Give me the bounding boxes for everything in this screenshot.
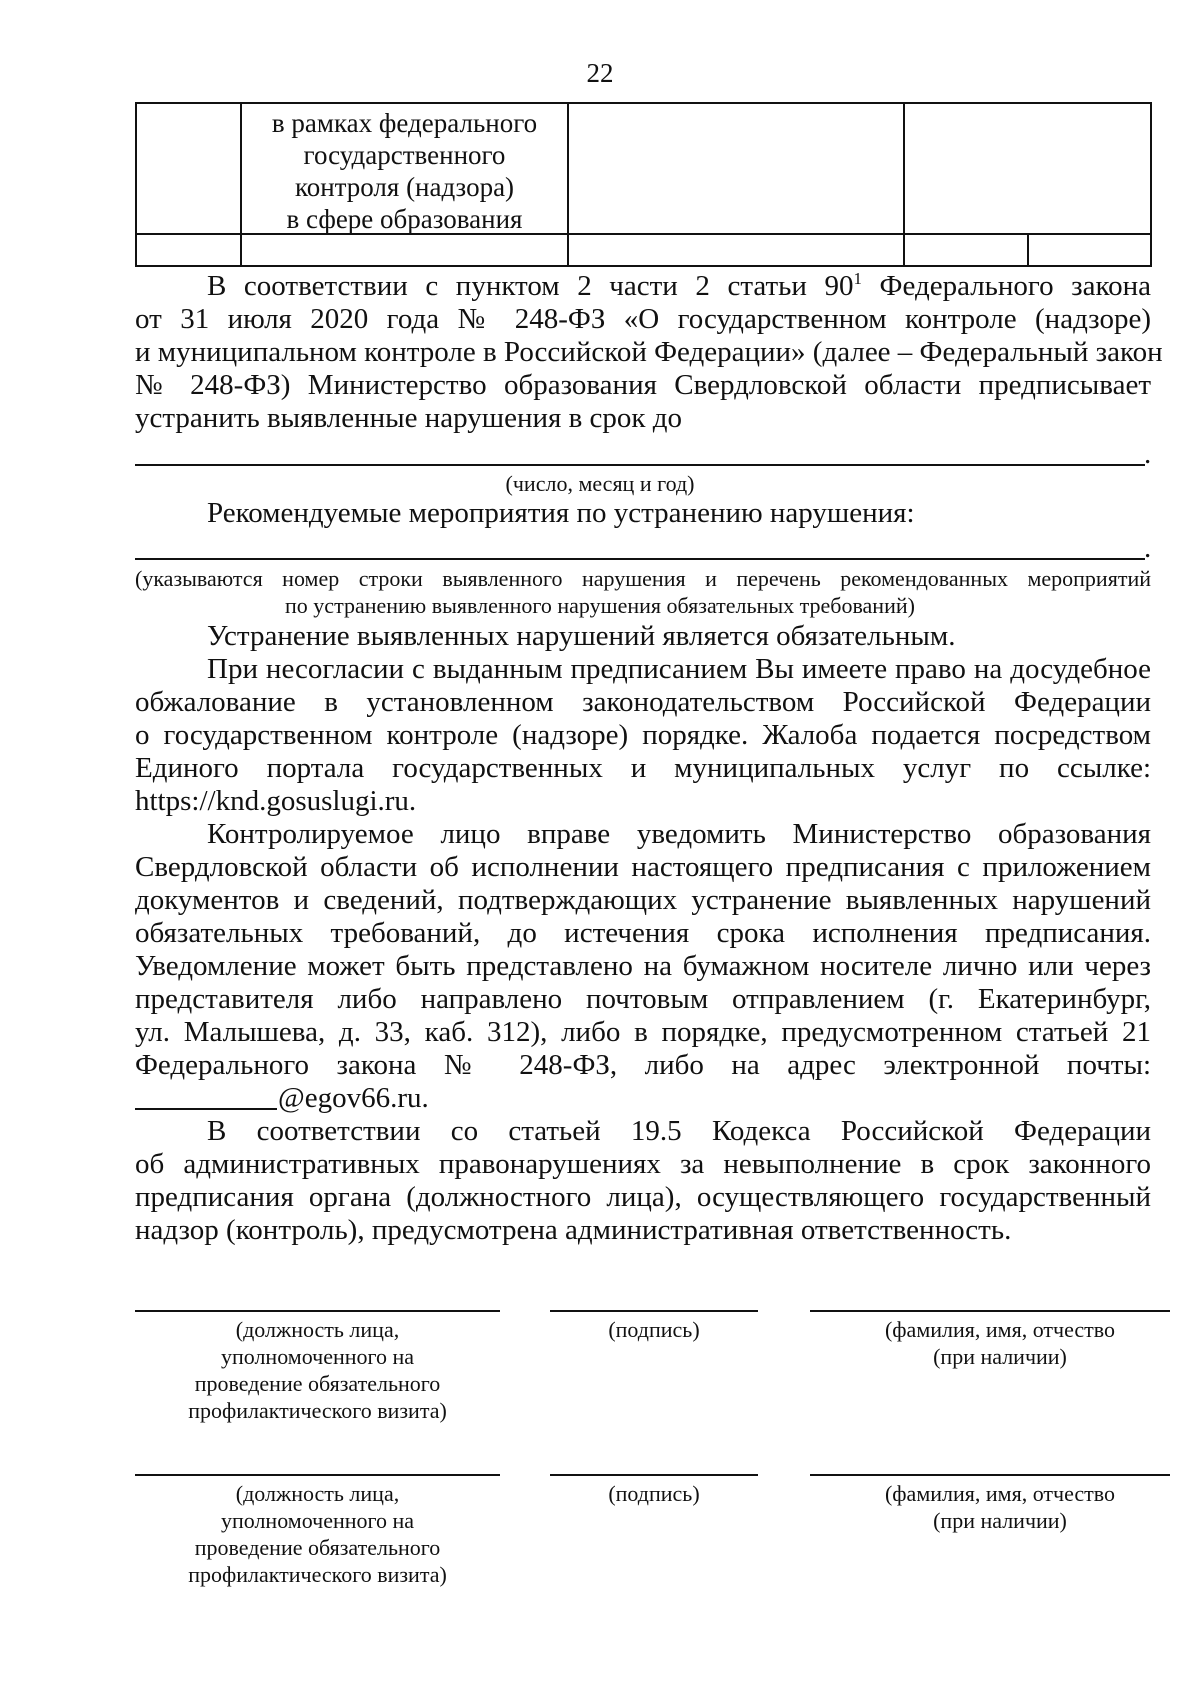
paragraph-line: В соответствии с пунктом 2 части 2 статьи $90^1$ Федерального закона [207,269,1151,302]
paragraph-line: обжалование в установленном законодательством Российской Федерации [135,686,1151,718]
position-line [135,1310,500,1312]
recommended-caption-line: (указываются номер строки выявленного нарушения и перечень рекомендованных мероприятий [135,566,1151,591]
paragraph-line: от 31 июля 2020 года № 248-ФЗ «О государственном контроле (надзоре) [135,303,1151,335]
paragraph-line: При несогласии с выданным предписанием Вы имеете право на досудебное [207,653,1151,685]
deadline-period: . [1144,438,1152,470]
name-caption: (фамилия, имя, отчество (при наличии) [884,1481,1116,1533]
paragraph-line: В соответствии со статьей 19.5 Кодекса Российской Федерации [207,1115,1151,1147]
table-cell-line: государственного [303,140,506,170]
paragraph-line: № 248-ФЗ) Министерство образования Свердловской области предписывает [135,369,1151,401]
table-cell-line: контроля (надзора) [294,172,515,202]
position-line [135,1474,500,1476]
signature-caption: (подпись) [608,1317,700,1342]
paragraph-line: Единого портала государственных и муниципальных услуг по ссылке: [135,752,1151,784]
name-line [810,1474,1170,1476]
table-cell-text [242,107,567,235]
recommended-fill-line [135,558,1145,560]
paragraph-line: и муниципальном контроле в Российской Федерации» (далее – Федеральный закон [135,336,1163,368]
paragraph-line: Свердловской области об исполнении настоящего предписания с приложением [135,851,1151,883]
paragraph-line: предписания органа (должностного лица), осуществляющего государственный [135,1181,1151,1213]
paragraph-line: о государственном контроле (надзоре) порядке. Жалоба подается посредством [135,719,1151,751]
page-number: 22 [586,58,614,88]
paragraph-line: ул. Малышева, д. 33, каб. 312), либо в порядке, предусмотренном статьей 21 [135,1016,1151,1048]
paragraph-line: представителя либо направлено почтовым отправлением (г. Екатеринбург, [135,983,1151,1015]
paragraph-line: об административных правонарушениях за невыполнение в срок законного [135,1148,1151,1180]
paragraph-line: документов и сведений, подтверждающих устранение выявленных нарушений [135,884,1151,916]
recommended-period: . [1144,532,1152,564]
signature-line [550,1474,758,1476]
mandatory-text: Устранение выявленных нарушений является обязательным. [207,620,956,652]
paragraph-line: Уведомление может быть представлено на бумажном носителе лично или через [135,950,1151,982]
signature-line [550,1310,758,1312]
paragraph-line: обязательных требований, до истечения срока исполнения предписания. [135,917,1151,949]
deadline-fill-line [135,464,1145,466]
signature-caption: (подпись) [608,1481,700,1506]
paragraph-line: Контролируемое лицо вправе уведомить Министерство образования [207,818,1151,850]
email-suffix: @egov66.ru. [278,1082,429,1114]
paragraph-line: Федерального закона № 248-ФЗ, либо на адрес электронной почты: [135,1049,1151,1081]
paragraph-line: устранить выявленные нарушения в срок до [135,402,683,434]
table-cell-line: в рамках федерального [271,108,538,138]
email-fill-line [135,1108,277,1110]
deadline-caption: (число, месяц и год) [505,471,695,496]
gosuslugi-link[interactable]: https://knd.gosuslugi.ru. [135,785,417,817]
table-cell-line: в сфере образования [286,204,523,234]
name-line [810,1310,1170,1312]
position-caption: (должность лица, уполномоченного на проведение обязательного профилактического визита) [188,1317,447,1423]
recommended-heading: Рекомендуемые мероприятия по устранению нарушения: [207,497,915,529]
recommended-caption-line: по устранению выявленного нарушения обязательных требований) [285,593,915,618]
name-caption: (фамилия, имя, отчество (при наличии) [884,1317,1116,1369]
position-caption: (должность лица, уполномоченного на проведение обязательного профилактического визита) [188,1481,447,1587]
paragraph-line: надзор (контроль), предусмотрена административная ответственность. [135,1214,1012,1246]
